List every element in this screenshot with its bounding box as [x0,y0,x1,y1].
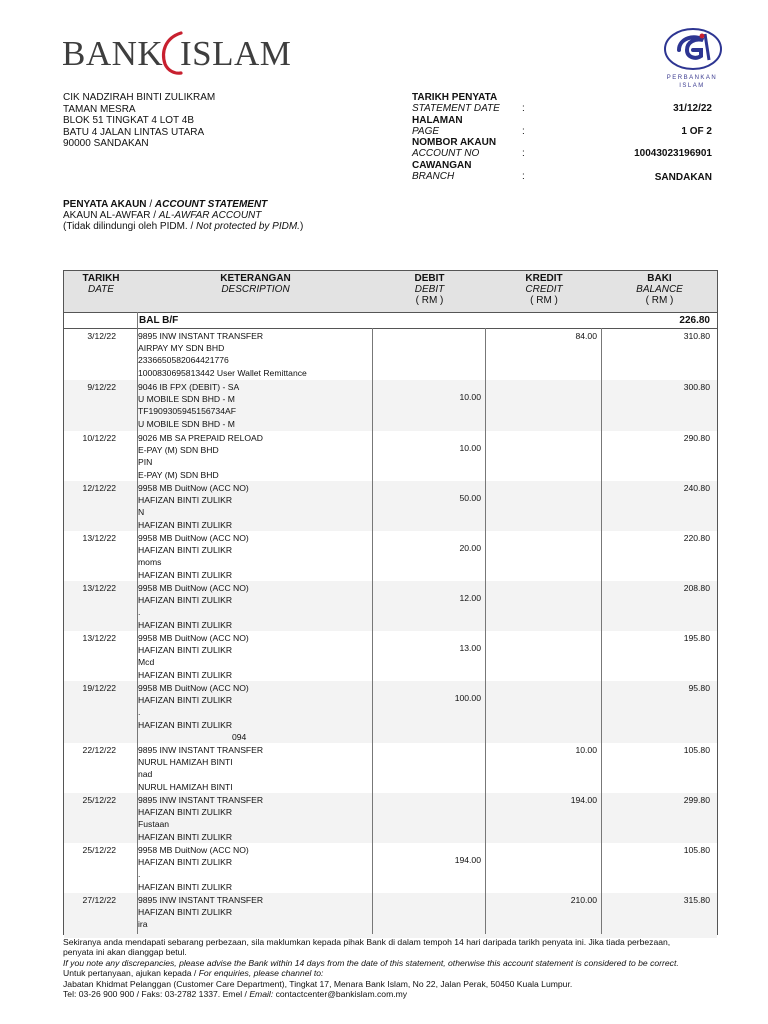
txn-description-line: Fustaan [138,819,170,830]
statement-date-value: 31/12/22 [673,103,712,115]
address-line: TAMAN MESRA [63,103,136,115]
address-line: BLOK 51 TINGKAT 4 LOT 4B [63,115,194,127]
txn-date: 25/12/22 [82,845,116,855]
txn-date: 13/12/22 [82,633,116,643]
footer-enquiry-en: For enquiries, please channel to: [198,968,324,979]
colon: : [522,171,525,183]
footer-department-address: Jabatan Khidmat Pelanggan (Customer Care Department), Tingkat 17, Menara Bank Islam, No 22, Jalan Perak, 50450 Kuala Lumpur. [63,978,573,989]
branch-label-ms: CAWANGAN [412,159,472,171]
txn-description [138,682,249,743]
table-row [64,893,717,938]
statement-date-label-en: STATEMENT DATE [412,103,500,115]
customer-address-block [63,92,215,150]
txn-description [138,330,307,379]
header-date-ms: TARIKH [82,273,120,284]
bank-islam-logo [62,34,294,74]
transactions-table [63,270,718,935]
txn-description-line: N [138,507,145,518]
txn-description-line: 9958 MB DuitNow (ACC NO) [138,845,249,855]
txn-debit: 13.00 [459,643,481,653]
colon: : [522,125,525,137]
txn-description-line: 9958 MB DuitNow (ACC NO) [138,483,249,493]
txn-description [138,381,239,430]
txn-description-line: 9895 INW INSTANT TRANSFER [138,745,264,755]
header-balance [602,274,717,306]
txn-date: 9/12/22 [87,382,116,392]
txn-description-line: 9895 INW INSTANT TRANSFER [138,795,264,805]
txn-description-line: AIRPAY MY SDN BHD [138,343,225,354]
footer-notice-ms: Sekiranya anda mendapati sebarang perbezaan, sila maklumkan kepada pihak Bank di dalam tempoh 14 hari daripada tarikh penyata ini. Jika tiada perbezaan, [63,937,671,947]
txn-description-line: U MOBILE SDN BHD - M [138,394,235,405]
footer-enquiry-ms: Untuk pertanyaan, ajukan kepada / [63,968,197,979]
table-row [64,743,717,793]
txn-credit: 194.00 [570,795,597,805]
column-divider [137,312,138,934]
account-label-en: ACCOUNT NO [412,148,480,160]
txn-credit: 210.00 [570,895,597,905]
txn-description-line: HAFIZAN BINTI ZULIKR [138,569,233,580]
table-row [64,329,717,380]
txn-description [138,744,263,793]
txn-description [138,632,249,681]
logo-text-islam: ISLAM [180,34,292,73]
txn-description-line: ira [138,919,148,930]
txn-description-line: U MOBILE SDN BHD - M [138,418,235,429]
branch-value: SANDAKAN [654,172,712,184]
header-debit-en: DEBIT [414,283,445,295]
txn-description-line: HAFIZAN BINTI ZULIKR [138,695,233,706]
header-balance-unit: ( RM ) [645,294,674,306]
txn-description [138,894,263,931]
header-date [64,274,138,296]
txn-date: 13/12/22 [82,533,116,543]
txn-date: 22/12/22 [82,745,116,755]
statement-title-ms: PENYATA AKAUN [63,199,147,210]
emblem-caption-islam: ISLAM [679,83,705,89]
txn-description-line: HAFIZAN BINTI ZULIKR [138,807,233,818]
txn-debit: 194.00 [454,855,481,865]
txn-description-line: 9958 MB DuitNow (ACC NO) [138,583,249,593]
footer-notice-ms-cont: penyata ini akan dianggap betul. [63,947,187,958]
txn-description-line: HAFIZAN BINTI ZULIKR [138,619,233,630]
emblem-caption-perbankan: PERBANKAN [666,75,718,81]
header-date-en: DATE [88,283,114,295]
txn-date: 13/12/22 [82,583,116,593]
table-row [64,793,717,843]
txn-balance: 315.80 [683,895,710,905]
branch-label-en: BRANCH [412,171,455,183]
txn-description-line: HAFIZAN BINTI ZULIKR [138,881,233,892]
slash: / [153,210,156,222]
txn-description-line: Mcd [138,657,155,668]
pidm-note-ms: (Tidak dilindungi oleh PIDM. [63,221,188,233]
txn-description-line: 9958 MB DuitNow (ACC NO) [138,683,249,693]
txn-description-line: TF1909305945156734AF [138,406,236,417]
txn-reference: 094 [232,731,247,742]
txn-description-line: 9895 INW INSTANT TRANSFER [138,331,264,341]
txn-balance: 300.80 [683,382,710,392]
txn-debit: 50.00 [459,493,481,503]
table-row [64,581,717,631]
account-number-value: 10043023196901 [634,148,712,160]
statement-meta [412,92,712,182]
txn-description-line: PIN [138,457,153,468]
txn-description-line: HAFIZAN BINTI ZULIKR [138,495,233,506]
footer-notice-en: If you note any discrepancies, please advise the Bank within 14 days from the date of this statement, otherwise this account statement is considered to be correct. [63,957,679,968]
slash: / [149,199,153,210]
header-credit [486,274,602,306]
header-credit-ms: KREDIT [525,273,563,284]
footer-email-label: Email: [249,989,274,1000]
txn-balance: 195.80 [683,633,710,643]
address-line: BATU 4 JALAN LINTAS UTARA [63,126,205,138]
bf-label: BAL B/F [139,315,179,326]
colon: : [522,103,525,115]
slash: / [190,221,194,233]
header-debit-ms: DEBIT [414,273,445,284]
txn-description-line: HAFIZAN BINTI ZULIKR [138,831,233,842]
txn-description-line: NURUL HAMIZAH BINTI [138,757,233,768]
account-type-en: AL-AWFAR ACCOUNT [158,210,262,222]
txn-date: 25/12/22 [82,795,116,805]
bf-amount: 226.80 [679,315,710,326]
close-paren: ) [299,221,304,233]
txn-description-line: E-PAY (M) SDN BHD [138,445,219,456]
page-label-en: PAGE [412,125,440,137]
colon: : [522,148,525,160]
header-balance-en: BALANCE [636,283,683,295]
statement-title-en: ACCOUNT STATEMENT [154,199,268,210]
column-divider [372,328,373,934]
perbankan-islam-emblem [655,26,729,92]
header-debit-unit: ( RM ) [415,294,444,306]
statement-title-block [63,199,303,233]
txn-debit: 20.00 [459,543,481,553]
account-type-ms: AKAUN AL-AWFAR [63,210,151,222]
txn-description [138,582,249,631]
statement-date-label-ms: TARIKH PENYATA [412,92,498,103]
statement-footer [63,937,723,999]
txn-description-line: 9958 MB DuitNow (ACC NO) [138,533,249,543]
header-credit-en: CREDIT [525,283,563,295]
table-header [64,271,717,313]
txn-description-line: . [138,869,141,880]
txn-credit: 10.00 [575,745,597,755]
txn-description-line: HAFIZAN BINTI ZULIKR [138,595,233,606]
txn-balance: 105.80 [683,845,710,855]
txn-description-line: E-PAY (M) SDN BHD [138,469,219,480]
table-row [64,843,717,893]
txn-description [138,482,249,531]
table-row [64,631,717,681]
txn-description-line: HAFIZAN BINTI ZULIKR [138,907,233,918]
customer-name: CIK NADZIRAH BINTI ZULIKRAM [63,92,216,103]
emblem-icon [655,26,729,74]
table-row [64,380,717,431]
txn-debit: 100.00 [454,693,481,703]
txn-balance: 220.80 [683,533,710,543]
txn-description-line: HAFIZAN BINTI ZULIKR [138,645,233,656]
txn-date: 3/12/22 [87,331,116,341]
header-description [138,274,373,296]
txn-description-line: 9046 IB FPX (DEBIT) - SA [138,382,240,392]
txn-description-line: . [138,607,141,618]
txn-debit: 10.00 [459,443,481,453]
txn-date: 10/12/22 [82,433,116,443]
txn-description [138,844,249,893]
txn-balance: 299.80 [683,795,710,805]
txn-debit: 10.00 [459,392,481,402]
txn-description-line: HAFIZAN BINTI ZULIKR [138,719,233,730]
header-description-ms: KETERANGAN [220,273,291,284]
txn-description-line: HAFIZAN BINTI ZULIKR [138,857,233,868]
address-line: 90000 SANDAKAN [63,138,149,150]
header-description-en: DESCRIPTION [221,283,290,295]
txn-description-line: HAFIZAN BINTI ZULIKR [138,545,233,556]
header-debit [373,274,486,306]
column-divider [601,328,602,934]
txn-description-line: nad [138,769,153,780]
txn-date: 12/12/22 [82,483,116,493]
txn-description [138,532,249,581]
txn-balance: 95.80 [688,683,710,693]
logo-text-bank: BANK [62,34,164,73]
table-row [64,431,717,481]
page-label-ms: HALAMAN [412,114,463,126]
txn-description-line: 9026 MB SA PREPAID RELOAD [138,433,263,443]
txn-description-line: 2336650582064421776 [138,355,229,366]
txn-description-line: NURUL HAMIZAH BINTI [138,781,233,792]
txn-description-line: HAFIZAN BINTI ZULIKR [138,669,233,680]
txn-balance: 310.80 [683,331,710,341]
footer-contact-phone: Tel: 03-26 900 900 / Faks: 03-2782 1337. Emel / [63,989,247,1000]
column-divider [485,328,486,934]
txn-balance: 208.80 [683,583,710,593]
footer-email-link[interactable]: contactcenter@bankislam.com.my [275,989,408,1000]
txn-credit: 84.00 [575,331,597,341]
txn-description [138,794,263,843]
table-row [64,531,717,581]
txn-date: 27/12/22 [82,895,116,905]
txn-description-line: 9958 MB DuitNow (ACC NO) [138,633,249,643]
header-balance-ms: BAKI [647,273,672,284]
txn-balance: 240.80 [683,483,710,493]
pidm-note-en: Not protected by PIDM. [196,221,300,233]
txn-debit: 12.00 [459,593,481,603]
account-label-ms: NOMBOR AKAUN [412,137,497,149]
table-row [64,481,717,531]
txn-description-line: 9895 INW INSTANT TRANSFER [138,895,264,905]
txn-description-line: . [138,707,141,718]
header-credit-unit: ( RM ) [530,294,558,306]
table-row [64,681,717,743]
txn-balance: 290.80 [683,433,710,443]
txn-description-line: 1000830695813442 User Wallet Remittance [138,367,307,378]
txn-date: 19/12/22 [82,683,116,693]
txn-balance: 105.80 [683,745,710,755]
txn-description-line: moms [138,557,162,568]
txn-description-line: HAFIZAN BINTI ZULIKR [138,519,233,530]
txn-description [138,432,263,481]
page-value: 1 OF 2 [681,125,712,137]
balance-brought-forward-row [64,312,717,328]
